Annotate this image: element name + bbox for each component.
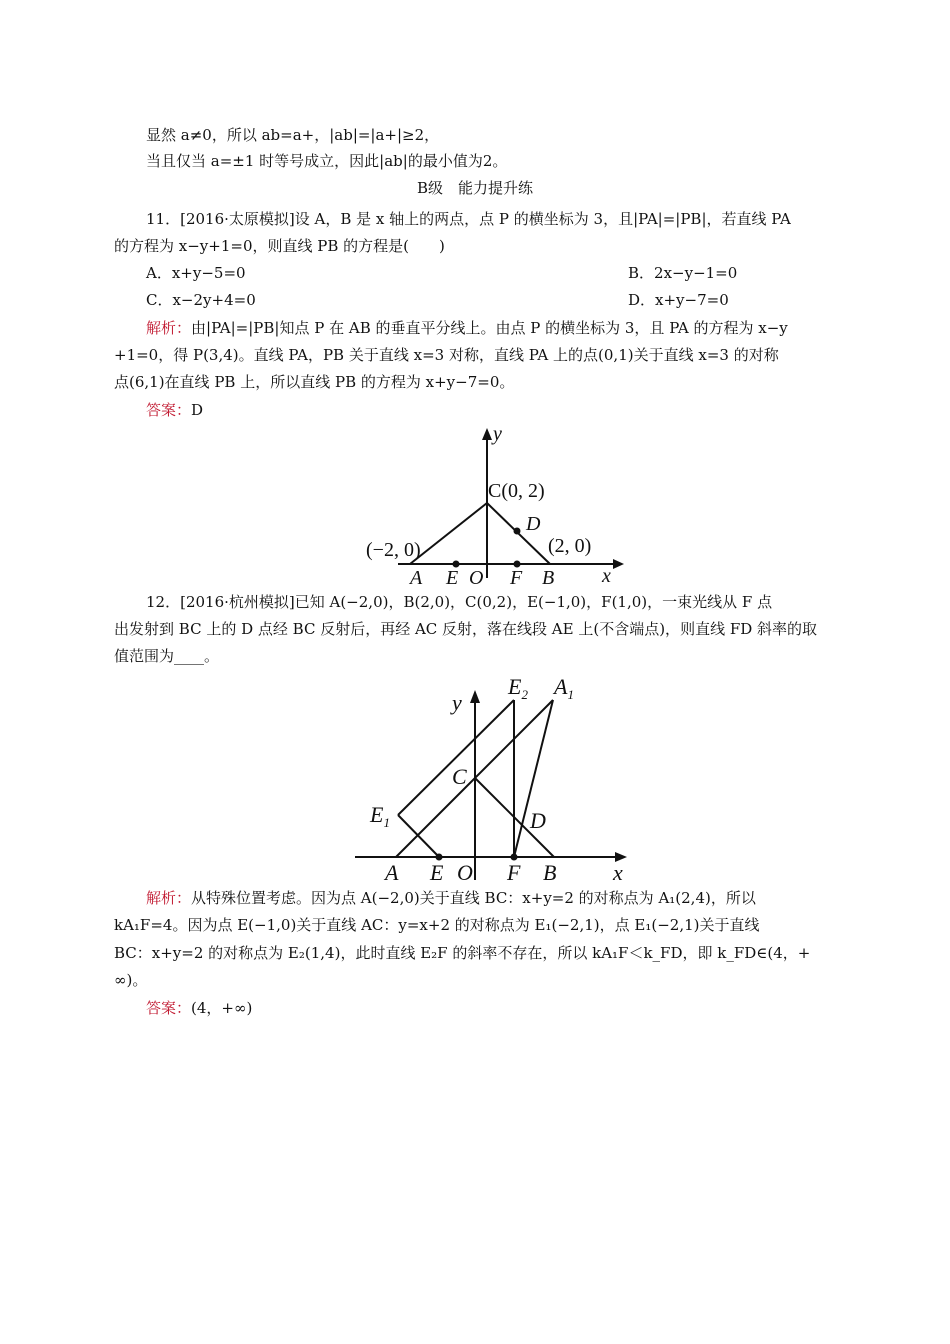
q11-analysis-text-1: 由|PA|=|PB|知点 P 在 AB 的垂直平分线上。由点 P 的横坐标为 3，且 PA 的方程为 x−y [191,319,788,337]
section-title: B级 能力提升练 [416,179,534,197]
fig2-label-b: B [543,860,557,885]
q12-stem-line-3: 值范围为____。 [114,647,220,665]
q12-answer-label: 答案： [146,999,192,1017]
fig2-label-x: x [613,860,623,885]
q11-analysis-line-2: +1=0，得 P(3,4)。直线 PA，PB 关于直线 x=3 对称，直线 PA 上的点(0,1)关于直线 x=3 的对称 [114,346,779,364]
fig1-label-f: F [510,567,523,589]
q12-analysis-line-3: BC：x+y=2 的对称点为 E₂(1,4)，此时直线 E₂F 的斜率不存在，所以 kA₁F＜k_FD，即 k_FD∈(4，+ [114,944,811,962]
fig2-label-e1: $E_1$ [370,802,390,830]
q11-answer: D [191,401,204,419]
fig2-label-o: O [457,860,473,885]
q12-stem-line-1: 12．[2016·杭州模拟]已知 A(−2,0)，B(2,0)，C(0,2)，E(−1,0)，F(1,0)，一束光线从 F 点 [146,593,773,611]
q11-analysis-line-3: 点(6,1)在直线 PB 上，所以直线 PB 的方程为 x+y−7=0。 [114,373,515,391]
q12-answer: (4，+∞) [191,999,253,1017]
fig1-label-x: x [602,565,611,587]
q12-analysis-line-4: ∞)。 [114,971,148,989]
q12-analysis-line-1 [146,888,756,908]
q11-stem-line-2: 的方程为 x−y+1=0，则直线 PB 的方程是( ) [114,237,445,255]
fig2-label-a1: $A_1$ [554,674,574,702]
q12-analysis-text-1: 从特殊位置考虑。因为点 A(−2,0)关于直线 BC：x+y=2 的对称点为 A₁(2,4)，所以 [191,889,756,907]
fig1-label-left: (−2, 0) [366,539,421,561]
q11-option-d: D．x+y−7=0 [628,291,729,309]
q11-analysis-label: 解析： [146,319,192,337]
q11-option-c: C．x−2y+4=0 [146,291,256,309]
fig2-line-a1-f [514,700,553,857]
fig1-label-a: A [410,567,423,589]
fig2-y-arrow [470,690,480,703]
solution-line-2: 当且仅当 a=±1 时等号成立，因此|ab|的最小值为2。 [146,152,508,170]
fig1-label-c: C(0, 2) [488,480,545,502]
solution-line-1: 显然 a≠0，所以 ab=a+，|ab|=|a+|≥2， [146,126,440,144]
q11-stem-line-1: 11．[2016·太原模拟]设 A，B 是 x 轴上的两点，点 P 的横坐标为 3，且|PA|=|PB|，若直线 PA [146,210,791,228]
q12-answer-line [146,998,252,1018]
fig1-label-o: O [469,567,484,589]
fig2-label-e: E [430,860,444,885]
q12-stem-line-2: 出发射到 BC 上的 D 点经 BC 反射后，再经 AC 反射，落在线段 AE 上(不含端点)，则直线 FD 斜率的取 [114,620,818,638]
q11-option-b: B．2x−y−1=0 [628,264,738,282]
fig1-label-right: (2, 0) [548,535,592,557]
q12-analysis-line-2: kA₁F=4。因为点 E(−1,0)关于直线 AC：y=x+2 的对称点为 E₁(−2,1)，点 E₁(−2,1)关于直线 [114,916,760,934]
q11-option-a: A．x+y−5=0 [146,264,246,282]
fig2-label-y: y [452,690,462,715]
fig2-label-d: D [530,808,546,833]
fig1-label-d: D [526,513,541,535]
fig1-label-y: y [493,423,502,445]
fig1-label-b: B [542,567,555,589]
fig2-label-c: C [452,764,467,789]
q11-answer-label: 答案： [146,401,192,419]
fig2-label-f: F [507,860,521,885]
q12-analysis-label: 解析： [146,889,192,907]
fig1-label-e: E [446,567,459,589]
fig2-label-a: A [385,860,399,885]
fig2-label-e2: $E_2$ [508,674,528,702]
